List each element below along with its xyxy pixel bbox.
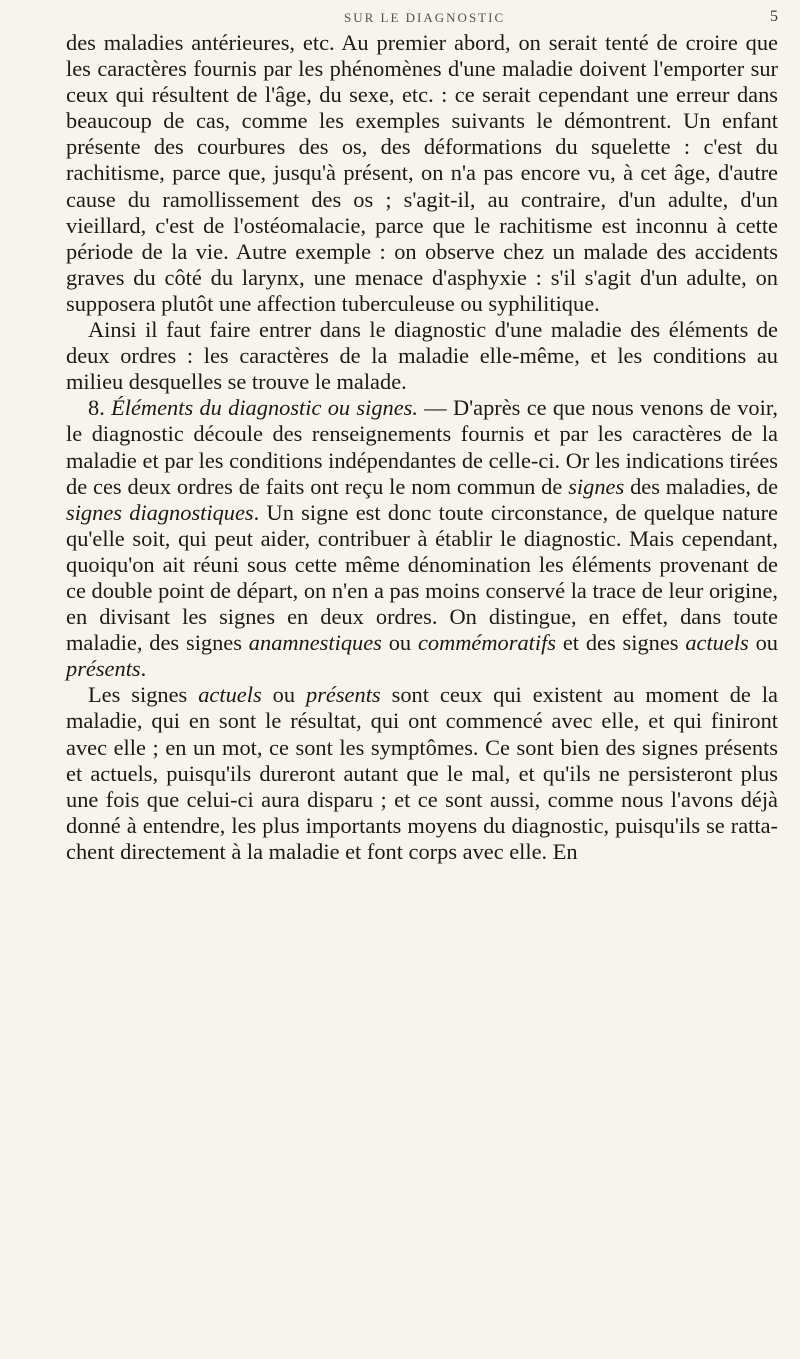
italic-term: présents xyxy=(306,682,381,708)
text-run: ou xyxy=(748,630,778,656)
paragraph-continuation: des maladies antérieures, etc. Au premier abord, on serait tenté de croire que les caractères fournis par les phénomènes d'une maladie doivent l'emporter sur ceux qui résultent de l'âge, du sexe, etc. : ce serait cependant une erreur dans beaucoup de cas, comme les exemples suivants le démontrent. Un enfant présente des courbures des os, des déformations du squelette : c'est du rachitisme, parce que, jusqu'à présent, on n'a pas encore vu, à cet âge, d'autre cause du ramollissement des os ; s'agit-il, au contraire, d'un adulte, d'un vieillard, c'est de l'ostéomalacie, parce que le rachitisme est inconnu à cette période de la vie. Autre exemple : on observe chez un malade des accidents graves du côté du larynx, une menace d'asphyxie : s'il s'agit d'un adulte, on supposera plutôt une affection tuberculeuse ou syphilitique. xyxy=(66,30,778,316)
section-heading: Éléments du diagnostic ou signes. xyxy=(111,395,418,421)
text-run: . xyxy=(140,656,147,682)
italic-term: signes xyxy=(568,473,625,499)
text-run: et des signes xyxy=(556,630,686,656)
text-run: sont ceux qui existent au moment de la maladie, qui en sont le résultat, qui ont commencé avec elle, et qui finiront avec elle ; en un mot, ce sont les symptômes. Ce sont bien des signes présents et actuels, puisqu'ils dureront autant que le mal, et qu'ils ne persisteront plus une fois que celui-ci aura disparu ; et ce sont aussi, comme nous l'avons déjà donné à entendre, les plus importants moyens du diagnostic, puisqu'ils se rattachent directement à la maladie et font corps avec elle. En xyxy=(66,682,778,864)
text-run: — D'après ce que nous venons de voir, le diagnostic découle des renseignements fournis et par les caractères de la maladie et par les conditions indépendantes de celle-ci. Or les indications tirées de ces deux ordres de faits ont reçu le nom commun de xyxy=(66,395,778,499)
page-number: 5 xyxy=(770,8,778,25)
paragraph-summary: Ainsi il faut faire entrer dans le diagnostic d'une maladie des éléments de deux ordres : les caractères de la maladie elle-même, et les conditions au milieu desquelles se trouve le malade. xyxy=(66,317,778,395)
italic-term: présents xyxy=(66,656,141,682)
italic-term: anamnestiques xyxy=(248,630,382,656)
italic-term: actuels xyxy=(198,682,262,708)
section-number: 8. xyxy=(88,395,105,421)
text-run: ou xyxy=(381,630,418,656)
italic-term: actuels xyxy=(685,630,749,656)
text-run: des maladies, de xyxy=(624,473,779,499)
text-run: ou xyxy=(261,682,306,708)
text-run: Les signes xyxy=(88,682,199,708)
running-head: SUR LE DIAGNOSTIC xyxy=(344,10,506,25)
paragraph-present-signs xyxy=(66,682,778,865)
paragraph-section-8 xyxy=(66,395,778,682)
page-header xyxy=(66,8,778,30)
italic-term: signes diagnostiques xyxy=(66,499,254,525)
body-text xyxy=(66,30,778,865)
italic-term: commémoratifs xyxy=(417,630,557,656)
text-run: . Un signe est donc toute circonstance, de quelque nature qu'elle soit, qui peut aider, contribuer à établir le diagnostic. Mais cependant, quoiqu'on ait réuni sous cette même dénomination les éléments provenant de ce double point de départ, on n'en a pas moins conservé la trace de leur origine, en divisant les signes en deux ordres. On distingue, en effet, dans toute maladie, des signes xyxy=(66,499,778,656)
